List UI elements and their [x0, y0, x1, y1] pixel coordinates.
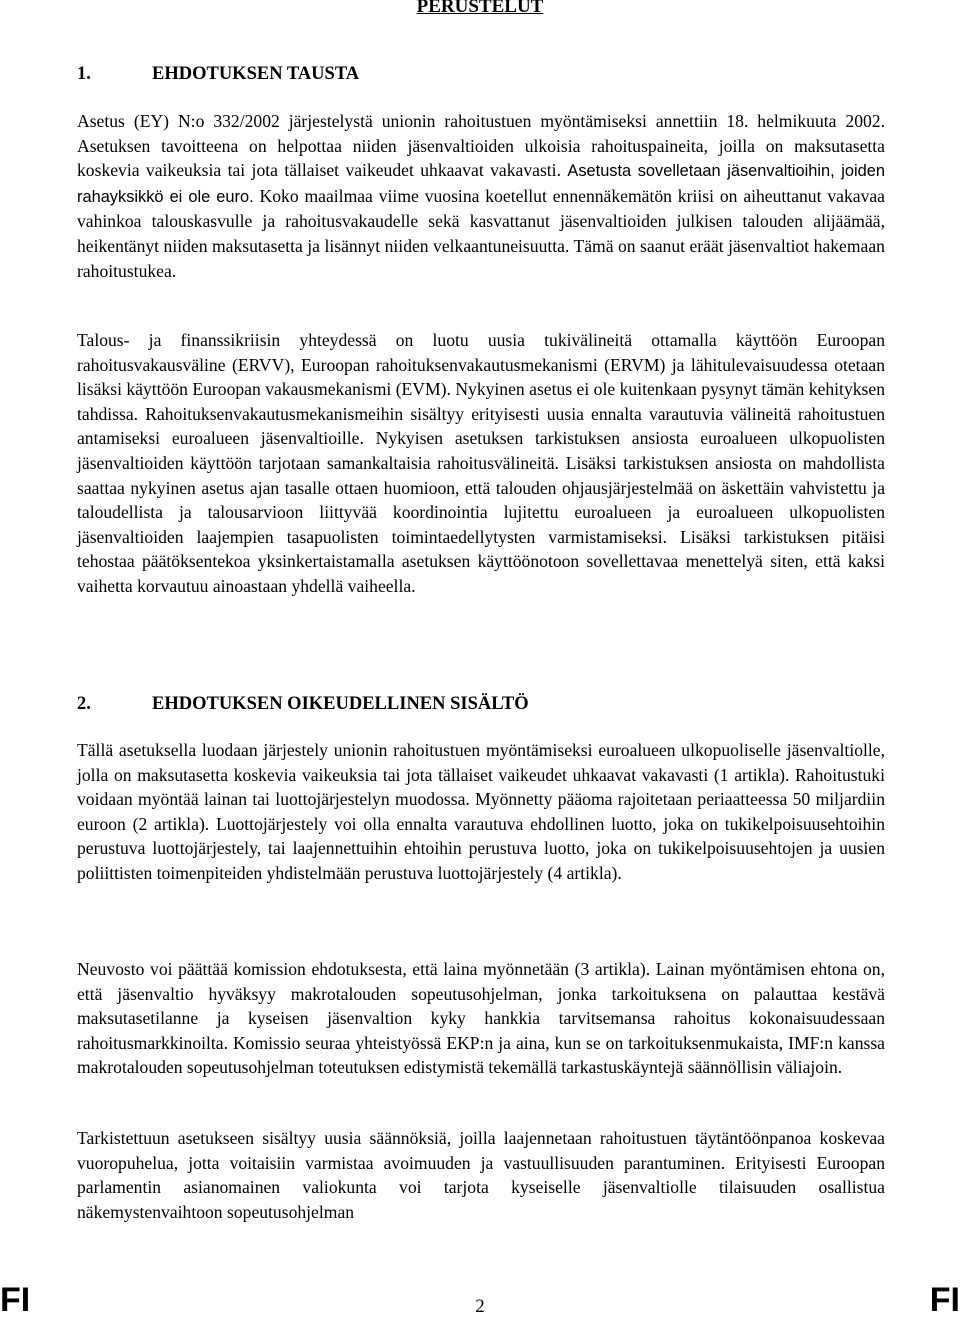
paragraph-text: Tämä on saanut eräät jäsenvaltiot hakemaan rahoitustukea.: [77, 235, 885, 281]
section-1-paragraph-2: [77, 328, 885, 599]
paragraph-text-sans: Asetusta sovelletaan jäsenvaltioihin, joiden rahayksikkö ei ole euro.: [77, 162, 886, 206]
section-1-paragraph-1: [77, 109, 885, 283]
section-2: [77, 692, 885, 716]
paragraph-text: Koko maailmaa viime vuosina koetellut ennennäkemätön kriisi on aiheuttanut vakavaa vahinkoa talouskasvulle ja rahoitusvakaudelle sekä kasvattanut jäsenvaltioiden julkisen talouden alijäämää, heikentänyt niiden maksutasetta ja lisännyt niiden velkaantuneisuutta.: [77, 185, 885, 256]
section-2-paragraph-1: [77, 738, 885, 886]
section-2-title: EHDOTUKSEN OIKEUDELLINEN SISÄLTÖ: [152, 694, 529, 714]
section-2-paragraph-2: [77, 957, 885, 1080]
paragraph-text: Tarkistettuun asetukseen sisältyy uusia säännöksiä, joilla laajennetaan rahoitustuen täytäntöönpanoa koskevaa vuoropuhelua, jotta voitaisiin varmistaa avoimuuden ja vastuullisuuden parantuminen. Erityisesti Euroopan parlamentin asianomainen valiokunta voi tarjota kyseiselle jäsenvaltiolle tilaisuuden osallistua näkemystenvaihtoon sopeutusohjelman: [77, 1128, 885, 1222]
footer-language-right: FI: [929, 1281, 960, 1319]
section-1-number: 1.: [77, 64, 91, 84]
section-1-heading: [77, 62, 885, 86]
page-title: PERUSTELUT: [416, 0, 544, 17]
footer-language-left: FI: [0, 1281, 31, 1319]
paragraph-text: Neuvosto voi päättää komission ehdotuksesta, että laina myönnetään (3 artikla). Lainan myöntämisen ehtona on, että jäsenvaltio hyväksyy makrotalouden sopeutusohjelman, jonka tarkoituksena on palauttaa kestävä maksutasetilanne ja kyseisen jäsenvaltion kyky hankkia tarvitsemansa rahoitus kokonaisuudessaan rahoitusmarkkinoilta. Komissio seuraa yhteistyössä EKP:n ja aina, kun se on tarkoituksenmukaista, IMF:n kanssa makrotalouden sopeutusohjelman toteutuksen edistymistä tekemällä tarkastuskäyntejä säännöllisin väliajoin.: [77, 959, 885, 1078]
paragraph-text: Asetus (EY) N:o 332/2002 järjestelystä unionin rahoitustuen myöntämiseksi annettiin 18. helmikuuta 2002. Asetuksen tavoitteena on helpottaa niiden jäsenvaltioiden ulkoisia rahoituspaineita, joilla on maksutasetta koskevia vaikeuksia tai jota tällaiset vaikeudet uhkaavat vakavasti.: [77, 111, 885, 181]
paragraph-text: Tällä asetuksella luodaan järjestely unionin rahoitustuen myöntämiseksi euroalueen ulkopuoliselle jäsenvaltiolle, jolla on maksutasetta koskevia vaikeuksia tai jota tällaiset vaikeudet uhkaavat vakavasti (1 artikla). Rahoitustuki voidaan myöntää lainan tai luottojärjestelyn muodossa. Myönnetty pääoma rajoitetaan periaatteessa 50 miljardiin euroon (2 artikla). Luottojärjestely voi olla ennalta varautuva ehdollinen luotto, joka on tukikelpoisuusehtoihin perustuva luottojärjestely, tai laajennettuihin ehtoihin perustuva luotto, joka on tukikelpoisuusehtojen ja uusien poliittisten toimenpiteiden yhdistelmään perustuva luottojärjestely (4 artikla).: [77, 740, 885, 883]
section-2-heading: [77, 692, 885, 716]
section-2-paragraph-3: [77, 1126, 885, 1224]
section-1-title: EHDOTUKSEN TAUSTA: [152, 64, 360, 84]
section-2-number: 2.: [77, 694, 91, 714]
section-1: [77, 62, 885, 86]
paragraph-text: Talous- ja finanssikriisin yhteydessä on luotu uusia tukivälineitä ottamalla käyttöön Euroopan rahoitusvakausväline (ERVV), Euroopan rahoituksenvakautusmekanismi (ERVM) ja lähitulevaisuudessa otetaan lisäksi käyttöön Euroopan vakausmekanismi (EVM). Nykyinen asetus ei ole kuitenkaan pysynyt tämän kehityksen tahdissa. Rahoituksenvakautusmekanismeihin sisältyy erityisesti uusia ennalta varautuvia välineitä rahoitustuen antamiseksi euroalueen jäsenvaltioille. Nykyisen asetuksen tarkistuksen ansiosta euroalueen ulkopuolisten jäsenvaltioiden käyttöön tarjotaan samankaltaisia rahoitusvälineitä. Lisäksi tarkistuksen ansiosta on mahdollista saattaa nykyinen asetus ajan tasalle ottaen huomioon, että talouden ohjausjärjestelmää on äskettäin vahvistettu ja taloudellista ja talousarvioon liittyvää koordinointia lujitettu euroalueen ja euroalueen ulkopuolisten jäsenvaltioiden laajempien tasapuolisten toimintaedellytysten varmistamiseksi. Lisäksi tarkistuksen pitäisi tehostaa päätöksentekoa yksinkertaistamalla asetuksen käyttöönotoon sovellettavaa menettelyä siten, että kaksi vaihetta korvautuu ainoastaan yhdellä vaiheella.: [77, 330, 885, 596]
footer-page-number: 2: [475, 1296, 485, 1317]
